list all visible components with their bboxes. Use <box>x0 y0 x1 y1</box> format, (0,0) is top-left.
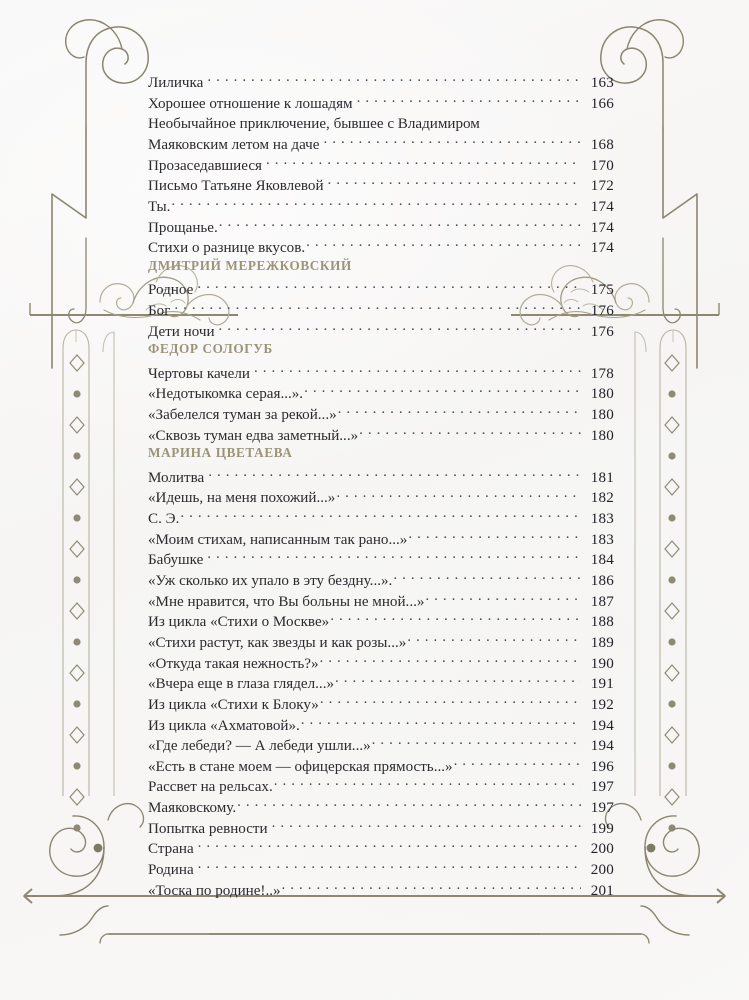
toc-entry-title: Чертовы качели <box>148 365 250 382</box>
toc-entry-leader-dots <box>304 383 581 398</box>
toc-entry-page-number: 181 <box>590 469 614 486</box>
toc-entry-leader-dots <box>335 673 581 688</box>
toc-entry[interactable] <box>148 175 614 196</box>
toc-entry-title: Рассвет на рельсах. <box>148 779 273 796</box>
toc-entry[interactable] <box>148 216 614 237</box>
toc-entry[interactable] <box>148 591 614 612</box>
toc-entry-leader-dots <box>372 735 581 750</box>
toc-section <box>148 72 614 258</box>
toc-entry[interactable] <box>148 818 614 839</box>
toc-entry-title: Маяковским летом на даче <box>148 137 320 154</box>
toc-entry-title: «Стихи растут, как звезды и как розы...» <box>148 634 407 651</box>
toc-entry-page-number: 197 <box>590 779 614 796</box>
toc-entry-title: Хорошее отношение к лошадям <box>148 95 353 112</box>
toc-entry-title: «Где лебеди? — А лебеди ушли...» <box>148 738 371 755</box>
toc-entry-leader-dots <box>320 694 581 709</box>
ornament-column-right <box>635 330 686 832</box>
toc-entry[interactable] <box>148 714 614 735</box>
toc-section <box>148 341 614 445</box>
toc-entry-page-number: 194 <box>590 717 614 734</box>
toc-entry-leader-dots <box>407 632 581 647</box>
toc-entry-page-number: 170 <box>590 157 614 174</box>
toc-entry[interactable] <box>148 859 614 880</box>
toc-entry-page-number: 187 <box>590 593 614 610</box>
toc-entry-page-number: 190 <box>590 655 614 672</box>
toc-entry-leader-dots <box>338 404 581 419</box>
toc-entry-page-number: 180 <box>590 427 614 444</box>
toc-entry-page-number: 183 <box>590 511 614 528</box>
toc-entry-title: Бог <box>148 303 171 319</box>
toc-entry-page-number: 166 <box>590 95 614 112</box>
toc-entry-leader-dots <box>174 300 581 315</box>
toc-entry[interactable] <box>148 694 614 715</box>
toc-entry-leader-dots <box>484 113 581 128</box>
toc-entry-page-number: 163 <box>590 75 614 92</box>
toc-entry-page-number: 191 <box>590 676 614 693</box>
toc-entry[interactable] <box>148 632 614 653</box>
toc-entry[interactable] <box>148 196 614 217</box>
toc-entry-leader-dots <box>328 175 581 190</box>
toc-entry[interactable] <box>148 487 614 508</box>
toc-entry[interactable] <box>148 756 614 777</box>
toc-entry-title: Необычайное приключение, бывшее с Владимиром <box>148 116 480 133</box>
toc-entry-page-number: 188 <box>590 614 614 631</box>
toc-entry-leader-dots <box>198 859 581 874</box>
toc-entry[interactable] <box>148 673 614 694</box>
toc-entry-title: «Мне нравится, что Вы больны не мной...» <box>148 593 425 610</box>
toc-entry-page-number: 180 <box>590 386 614 403</box>
toc-entry[interactable] <box>148 508 614 529</box>
toc-entry[interactable] <box>148 653 614 674</box>
toc-entry-title: Маяковскому. <box>148 800 237 817</box>
toc-entry[interactable] <box>148 300 614 321</box>
toc-entry-page-number: 200 <box>590 862 614 879</box>
toc-section <box>148 258 614 341</box>
toc-entry-leader-dots <box>393 570 581 585</box>
toc-entry-title: Лиличка <box>148 75 204 92</box>
toc-entry-leader-dots <box>323 134 581 149</box>
toc-entry-page-number: 194 <box>590 738 614 755</box>
toc-section-header: ДМИТРИЙ МЕРЕЖКОВСКИЙ <box>148 257 352 273</box>
toc-entry-page-number: 178 <box>590 365 614 382</box>
toc-entry-title: Попытка ревности <box>148 820 268 837</box>
toc-entry[interactable] <box>148 155 614 176</box>
toc-entry[interactable] <box>148 72 614 93</box>
toc-entry-title: Письмо Татьяне Яковлевой <box>148 178 324 195</box>
toc-entry[interactable] <box>148 404 614 425</box>
toc-entry[interactable] <box>148 611 614 632</box>
toc-entry-leader-dots <box>336 487 581 502</box>
toc-entry-title: Прозаседавшиеся <box>148 157 262 174</box>
toc-entry-title: Ты. <box>148 198 171 215</box>
toc-entry-title: Бабушке <box>148 552 204 569</box>
toc-entry-page-number: 176 <box>590 303 614 319</box>
toc-section <box>148 445 614 900</box>
toc-entry[interactable] <box>148 797 614 818</box>
toc-entry-title: Прощанье. <box>148 219 218 236</box>
toc-entry-page-number: 200 <box>590 841 614 858</box>
toc-entry[interactable] <box>148 383 614 404</box>
toc-section-header: ФЕДОР СОЛОГУБ <box>148 341 273 357</box>
toc-entry-title: Стихи о разнице вкусов. <box>148 240 306 257</box>
toc-entry-page-number: 172 <box>590 178 614 195</box>
toc-entry-leader-dots <box>425 591 581 606</box>
toc-entry[interactable] <box>148 321 614 342</box>
toc-entry[interactable] <box>148 529 614 550</box>
toc-entry-title: Из цикла «Ахматовой». <box>148 717 300 734</box>
toc-entry-title: Родина <box>148 862 194 879</box>
scroll-flourish-top-left <box>52 20 148 368</box>
toc-entry-title: «Откуда такая нежность?» <box>148 655 319 672</box>
toc-entry[interactable] <box>148 93 614 114</box>
toc-entry-title: «Недотыкомка серая...». <box>148 386 304 403</box>
toc-entry-page-number: 196 <box>590 758 614 775</box>
toc-entry-title: «Вчера еще в глаза глядел...» <box>148 676 335 693</box>
toc-entry-page-number: 184 <box>590 552 614 569</box>
toc-entry-leader-dots <box>408 529 581 544</box>
toc-section-header: МАРИНА ЦВЕТАЕВА <box>148 445 293 461</box>
toc-entry-title: Из цикла «Стихи к Блоку» <box>148 696 319 713</box>
toc-entry-page-number: 192 <box>590 696 614 713</box>
toc-entry[interactable] <box>148 363 614 384</box>
toc-entry[interactable] <box>148 776 614 797</box>
toc-entry-title: «Есть в стане моем — офицерская прямость...» <box>148 758 453 775</box>
toc-entry-leader-dots <box>306 237 581 252</box>
toc-entry-title: «Моим стихам, написанным так рано...» <box>148 531 408 548</box>
toc-entry-page-number: 199 <box>590 820 614 837</box>
toc-entry-page-number: 180 <box>590 407 614 424</box>
toc-entry-leader-dots <box>180 508 581 523</box>
toc-entry-leader-dots <box>254 363 581 378</box>
toc-entry-leader-dots <box>320 653 581 668</box>
toc-entry[interactable] <box>148 467 614 488</box>
toc-entry-leader-dots <box>208 467 581 482</box>
toc-entry-leader-dots <box>274 776 581 791</box>
toc-entry-title: «Забелелся туман за рекой...» <box>148 407 337 424</box>
toc-entry-page-number: 168 <box>590 137 614 154</box>
toc-entry-title: Из цикла «Стихи о Москве» <box>148 614 330 631</box>
toc-entry[interactable] <box>148 880 614 901</box>
toc-entry-leader-dots <box>237 797 581 812</box>
toc-entry-leader-dots <box>207 72 581 87</box>
toc-entry-leader-dots <box>282 880 581 895</box>
toc-entry-leader-dots <box>198 838 581 853</box>
toc-entry-leader-dots <box>197 279 581 294</box>
toc-entry-leader-dots <box>357 93 581 108</box>
toc-entry[interactable] <box>148 134 614 155</box>
toc-entry-leader-dots <box>359 425 581 440</box>
toc-entry-page-number: 201 <box>590 882 614 899</box>
toc-entry-leader-dots <box>207 549 581 564</box>
toc-entry-title: Дети ночи <box>148 323 215 340</box>
toc-entry[interactable] <box>148 279 614 300</box>
toc-entry-page-number: 182 <box>590 490 614 507</box>
toc-entry-page-number: 174 <box>590 219 614 236</box>
toc-entry-page-number: 174 <box>590 240 614 257</box>
toc-entry-leader-dots <box>301 714 581 729</box>
toc-entry-leader-dots <box>454 756 581 771</box>
toc-entry-title: Страна <box>148 841 194 858</box>
toc-entry-leader-dots <box>272 818 581 833</box>
toc-entry-leader-dots <box>219 216 581 231</box>
toc-entry-leader-dots <box>219 321 581 336</box>
toc-entry-page-number: 174 <box>590 198 614 215</box>
toc-entry-title: Родное <box>148 282 194 299</box>
toc-entry-page-number: 189 <box>590 634 614 651</box>
toc-entry-leader-dots <box>266 155 581 170</box>
toc-entry-page-number: 175 <box>590 282 614 299</box>
table-of-contents <box>148 72 614 900</box>
toc-entry-page-number: 186 <box>590 573 614 590</box>
toc-entry-page-number: 176 <box>590 323 614 340</box>
toc-entry-leader-dots <box>330 611 581 626</box>
toc-entry[interactable] <box>148 237 614 258</box>
toc-entry[interactable] <box>148 570 614 591</box>
toc-entry-page-number: 183 <box>590 531 614 548</box>
toc-entry-title: «Идешь, на меня похожий...» <box>148 490 336 507</box>
toc-entry-title: С. Э. <box>148 511 180 528</box>
toc-entry-leader-dots <box>171 196 581 211</box>
scroll-flourish-top-right <box>601 20 697 368</box>
toc-entry-title: «Тоска по родине!..» <box>148 882 281 899</box>
toc-entry[interactable] <box>148 838 614 859</box>
toc-entry[interactable] <box>148 425 614 446</box>
toc-entry[interactable] <box>148 735 614 756</box>
toc-entry-title: «Уж сколько их упало в эту бездну...». <box>148 573 393 590</box>
toc-entry-title: Молитва <box>148 469 205 486</box>
toc-entry[interactable] <box>148 549 614 570</box>
toc-entry[interactable] <box>148 113 614 134</box>
toc-entry-page-number: 197 <box>590 800 614 817</box>
toc-entry-title: «Сквозь туман едва заметный...» <box>148 427 359 444</box>
ornament-column-left <box>63 330 114 832</box>
